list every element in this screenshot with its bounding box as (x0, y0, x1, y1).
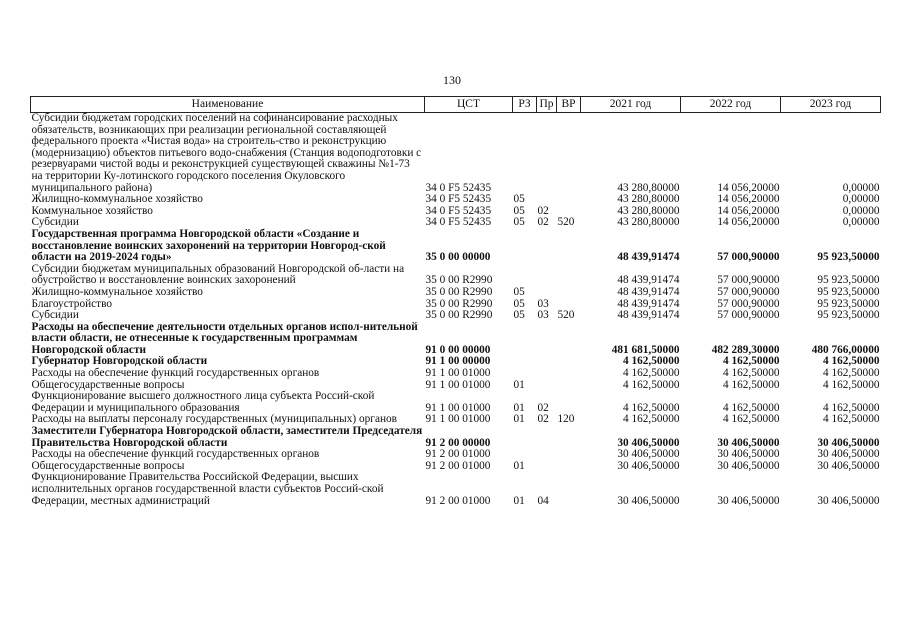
cell-vr (557, 287, 581, 299)
table-row (31, 113, 881, 195)
cell-2021: 4 162,50000 (623, 413, 680, 426)
cell-2023: 95 923,50000 (817, 309, 880, 322)
cell-name: Общегосударственные вопросы (31, 378, 185, 391)
cell-2023: 0,00000 (842, 181, 880, 194)
cell-pr (537, 449, 557, 461)
cell-2022: 4 162,50000 (723, 413, 780, 426)
cell-csr: 91 2 00 01000 (425, 459, 491, 472)
table-row (31, 426, 881, 449)
cell-name: Губернатор Новгородской области (31, 355, 208, 368)
table-row (31, 391, 881, 414)
cell-2023: 4 162,50000 (823, 401, 880, 414)
table-header-row (31, 97, 881, 113)
cell-2022: 57 000,90000 (717, 309, 780, 322)
cell-2022: 482 289,30000 (711, 343, 780, 356)
cell-vr (557, 380, 581, 392)
cell-pr (537, 264, 557, 287)
cell-rz: 01 (513, 494, 525, 507)
cell-csr: 34 0 F5 52435 (425, 216, 492, 229)
cell-csr: 91 1 00 01000 (425, 367, 491, 380)
table-row (31, 368, 881, 380)
cell-csr: 35 0 00 R2990 (425, 274, 493, 287)
cell-vr (557, 322, 581, 357)
cell-2022: 14 056,20000 (717, 193, 780, 206)
cell-rz (513, 356, 537, 368)
table-row (31, 310, 881, 322)
cell-2023: 4 162,50000 (823, 367, 880, 380)
cell-2021: 4 162,50000 (623, 378, 680, 391)
cell-2023: 95 923,50000 (817, 285, 880, 298)
cell-csr: 34 0 F5 52435 (425, 193, 492, 206)
cell-2021: 30 406,50000 (617, 436, 680, 449)
cell-2023: 0,00000 (842, 216, 880, 229)
cell-vr (557, 229, 581, 264)
cell-name: Расходы на обеспечение деятельности отдельных органов испол-нительной власти области, не отнесенные к государственным программам Новгородской области (31, 320, 418, 356)
cell-name: Функционирование Правительства Российской Федерации, высших исполнительных органов государственной власти субъектов Россий-ской Федерации, местных администраций (31, 471, 384, 507)
cell-name: Функционирование высшего должностного лица субъекта Россий-ской Федерации и муниципального образования (31, 390, 375, 414)
cell-2021: 30 406,50000 (617, 494, 680, 507)
cell-csr: 34 0 F5 52435 (425, 204, 492, 217)
cell-2023: 30 406,50000 (817, 459, 880, 472)
cell-2023: 30 406,50000 (817, 436, 880, 449)
cell-pr (537, 194, 557, 206)
cell-pr (537, 322, 557, 357)
cell-rz: 01 (513, 413, 525, 426)
cell-pr: 02 (537, 216, 549, 229)
cell-csr: 91 1 00 01000 (425, 401, 491, 414)
cell-2022: 14 056,20000 (717, 181, 780, 194)
cell-2023: 95 923,50000 (817, 251, 880, 264)
cell-rz: 05 (513, 297, 525, 310)
table-row (31, 472, 881, 507)
cell-vr: 520 (557, 309, 575, 322)
cell-pr (537, 461, 557, 473)
cell-csr: 34 0 F5 52435 (425, 181, 492, 194)
cell-csr: 35 0 00 00000 (425, 251, 491, 264)
cell-name: Субсидии (31, 309, 79, 322)
cell-rz: 05 (513, 285, 525, 298)
cell-2021: 43 280,80000 (617, 193, 680, 206)
cell-vr (557, 426, 581, 449)
cell-pr (537, 368, 557, 380)
cell-name: Субсидии бюджетам муниципальных образований Новгородской об-ласти на обустройство и восстановление воинских захоронений (31, 262, 405, 287)
cell-2021: 48 439,91474 (617, 297, 680, 310)
cell-rz: 05 (513, 193, 525, 206)
cell-pr (537, 229, 557, 264)
header-2022: 2022 год (681, 97, 781, 113)
cell-2022: 57 000,90000 (717, 274, 780, 287)
table-row (31, 322, 881, 357)
cell-rz (513, 426, 537, 449)
cell-rz: 01 (513, 401, 525, 414)
cell-rz (513, 368, 537, 380)
cell-name: Коммунальное хозяйство (31, 204, 153, 217)
cell-pr (537, 380, 557, 392)
cell-name: Субсидии бюджетам городских поселений на софинансирование расходных обязательств, возникающих при реализации региональной составляющей федерального проекта «Чистая вода» на строитель-ство и реконструкцию (модернизацию) объектов питьевого водо-снабжения (Станция водоподготовки с резервуарами чистой воды и реконструкцией существующей скважины №1-73 на территории Ку-лотинского городского поселения Окуловского муниципального района) (31, 112, 422, 194)
cell-vr (557, 368, 581, 380)
cell-2021: 30 406,50000 (617, 459, 680, 472)
header-2023: 2023 год (781, 97, 881, 113)
cell-name: Жилищно-коммунальное хозяйство (31, 193, 203, 206)
cell-2022: 30 406,50000 (717, 436, 780, 449)
cell-name: Субсидии (31, 216, 79, 229)
cell-2021: 43 280,80000 (617, 181, 680, 194)
header-vr: ВР (557, 97, 581, 113)
page-number: 130 (443, 73, 461, 87)
cell-name: Расходы на обеспечение функций государственных органов (31, 367, 320, 380)
cell-2021: 481 681,50000 (611, 343, 680, 356)
cell-pr (537, 287, 557, 299)
cell-rz: 05 (513, 309, 525, 322)
cell-2022: 30 406,50000 (717, 494, 780, 507)
cell-vr (557, 461, 581, 473)
cell-vr: 120 (557, 413, 575, 426)
table-row (31, 194, 881, 206)
cell-2022: 14 056,20000 (717, 204, 780, 217)
cell-2023: 30 406,50000 (817, 448, 880, 461)
cell-2022: 30 406,50000 (717, 448, 780, 461)
cell-2023: 4 162,50000 (823, 378, 880, 391)
cell-vr: 520 (557, 216, 575, 229)
cell-name: Расходы на обеспечение функций государственных органов (31, 448, 320, 461)
cell-2022: 4 162,50000 (723, 367, 780, 380)
cell-2022: 4 162,50000 (723, 378, 780, 391)
cell-pr: 02 (537, 413, 549, 426)
cell-2023: 480 766,00000 (811, 343, 880, 356)
cell-rz (513, 264, 537, 287)
cell-2022: 4 162,50000 (723, 355, 780, 368)
cell-csr: 35 0 00 R2990 (425, 285, 493, 298)
cell-vr (557, 113, 581, 195)
table-row (31, 287, 881, 299)
cell-2023: 95 923,50000 (817, 297, 880, 310)
header-pr: Пр (537, 97, 557, 113)
cell-csr: 35 0 00 R2990 (425, 309, 493, 322)
cell-2021: 48 439,91474 (617, 251, 680, 264)
header-rz: РЗ (513, 97, 537, 113)
cell-2021: 4 162,50000 (623, 367, 680, 380)
cell-name: Государственная программа Новгородской области «Создание и восстановление воинских захоронений на территории Новгород-ской области на 2019-2024 годы» (31, 227, 386, 264)
header-csr: ЦСТ (425, 97, 513, 113)
cell-csr: 91 0 00 00000 (425, 343, 491, 356)
cell-2023: 0,00000 (842, 204, 880, 217)
cell-rz (513, 113, 537, 195)
cell-2023: 30 406,50000 (817, 494, 880, 507)
cell-rz (513, 229, 537, 264)
cell-vr (557, 449, 581, 461)
cell-pr (537, 426, 557, 449)
cell-2021: 48 439,91474 (617, 285, 680, 298)
cell-csr: 35 0 00 R2990 (425, 297, 493, 310)
header-name: Наименование (31, 97, 425, 113)
header-2021: 2021 год (581, 97, 681, 113)
cell-2021: 48 439,91474 (617, 309, 680, 322)
budget-table (30, 96, 881, 507)
cell-2023: 4 162,50000 (823, 413, 880, 426)
cell-pr: 03 (537, 309, 549, 322)
table-row (31, 264, 881, 287)
table-row (31, 229, 881, 264)
cell-csr: 91 1 00 01000 (425, 413, 491, 426)
cell-name: Жилищно-коммунальное хозяйство (31, 285, 203, 298)
cell-csr: 91 1 00 00000 (425, 355, 491, 368)
cell-name: Расходы на выплаты персоналу государственных (муниципальных) органов (31, 413, 397, 426)
cell-2021: 43 280,80000 (617, 204, 680, 217)
cell-rz: 01 (513, 459, 525, 472)
cell-rz: 01 (513, 378, 525, 391)
cell-name: Заместители Губернатора Новгородской области, заместители Председателя Правительства Новгородской области (31, 425, 423, 449)
cell-2021: 30 406,50000 (617, 448, 680, 461)
cell-pr: 02 (537, 401, 549, 414)
cell-2022: 30 406,50000 (717, 459, 780, 472)
cell-2023: 4 162,50000 (823, 355, 880, 368)
cell-2022: 14 056,20000 (717, 216, 780, 229)
cell-rz: 05 (513, 216, 525, 229)
cell-pr: 03 (537, 297, 549, 310)
cell-vr (557, 472, 581, 507)
cell-2023: 0,00000 (842, 193, 880, 206)
cell-rz: 05 (513, 204, 525, 217)
cell-name: Общегосударственные вопросы (31, 459, 185, 472)
cell-pr (537, 113, 557, 195)
cell-pr: 04 (537, 494, 549, 507)
cell-vr (557, 391, 581, 414)
cell-pr: 02 (537, 204, 549, 217)
cell-2022: 57 000,90000 (717, 297, 780, 310)
cell-csr: 91 1 00 01000 (425, 378, 491, 391)
cell-2021: 48 439,91474 (617, 274, 680, 287)
cell-2021: 4 162,50000 (623, 401, 680, 414)
cell-2022: 57 000,90000 (717, 285, 780, 298)
cell-csr: 91 2 00 00000 (425, 436, 491, 449)
cell-csr: 91 2 00 01000 (425, 494, 491, 507)
cell-vr (557, 356, 581, 368)
cell-vr (557, 264, 581, 287)
cell-csr: 91 2 00 01000 (425, 448, 491, 461)
cell-2021: 4 162,50000 (623, 355, 680, 368)
cell-2022: 57 000,90000 (717, 251, 780, 264)
cell-2022: 4 162,50000 (723, 401, 780, 414)
cell-rz (513, 322, 537, 357)
cell-vr (557, 194, 581, 206)
cell-name: Благоустройство (31, 297, 112, 310)
cell-2023: 95 923,50000 (817, 274, 880, 287)
cell-2021: 43 280,80000 (617, 216, 680, 229)
table-body (31, 113, 881, 508)
cell-pr (537, 356, 557, 368)
